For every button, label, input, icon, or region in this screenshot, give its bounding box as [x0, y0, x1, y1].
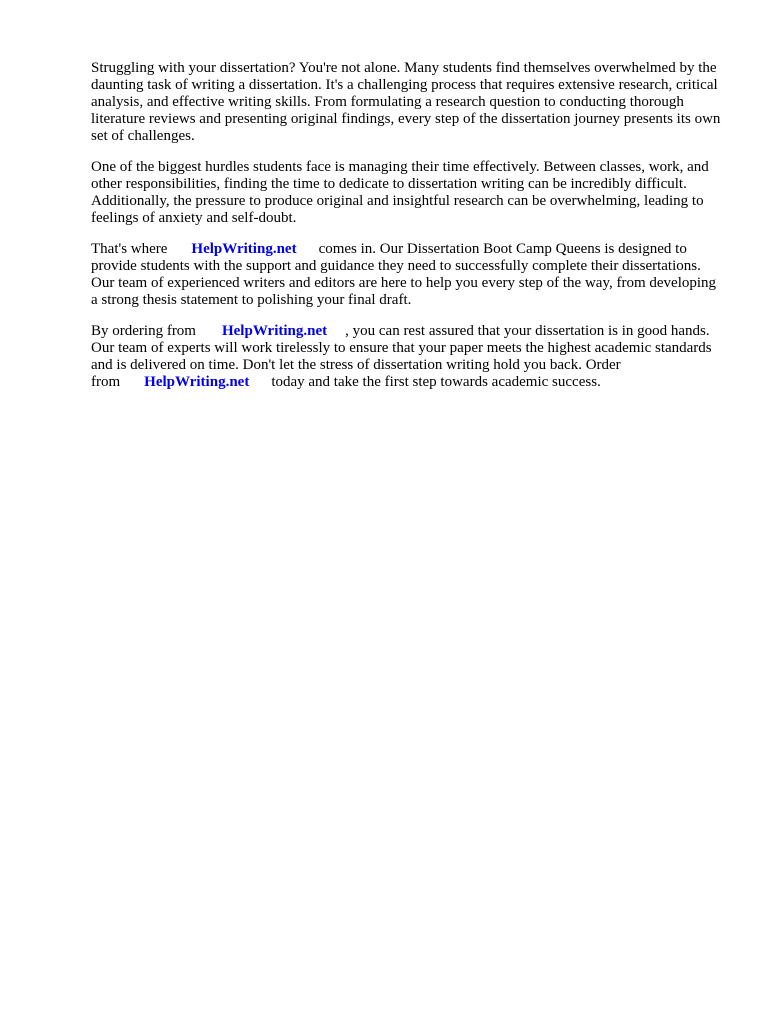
paragraph-ordering	[91, 323, 721, 391]
helpwriting-link[interactable]: HelpWriting.net	[221, 323, 328, 339]
paragraph-text: That's where	[91, 241, 168, 257]
paragraph-text: By ordering from	[91, 323, 196, 339]
paragraph-helpwriting	[91, 241, 721, 309]
paragraph-text: comes in. Our Dissertation Boot Camp Queens is designed to provide students with the support and guidance they need to successfully complete their dissertations. Our team of experienced writers and editors are here to help you every step of the way, from developing a strong thesis statement to polishing your final draft.	[91, 241, 717, 308]
paragraph-text: today and take the first step towards academic success.	[271, 374, 601, 390]
paragraph-intro: Struggling with your dissertation? You're not alone. Many students find themselves overwhelmed by the daunting task of writing a dissertation. It's a challenging process that requires extensive research, critical analysis, and effective writing skills. From formulating a research question to conducting thorough literature reviews and presenting original findings, every step of the dissertation journey presents its own set of challenges.	[91, 60, 721, 144]
helpwriting-link[interactable]: HelpWriting.net	[144, 374, 250, 390]
helpwriting-link[interactable]: HelpWriting.net	[191, 241, 297, 257]
paragraph-hurdles: One of the biggest hurdles students face is managing their time effectively. Between classes, work, and other responsibilities, finding the time to dedicate to dissertation writing can be incredibly difficult. Additionally, the pressure to produce original and insightful research can be overwhelming, leading to feelings of anxiety and self-doubt.	[91, 159, 709, 226]
paragraph-text: , you can rest assured that your dissertation is in good hands. Our team of experts will work tirelessly to ensure that your paper meets the highest academic standards and is delivered on time. Don't let the stress of dissertation writing hold you back. Order from	[91, 323, 712, 390]
document-page	[91, 60, 721, 405]
